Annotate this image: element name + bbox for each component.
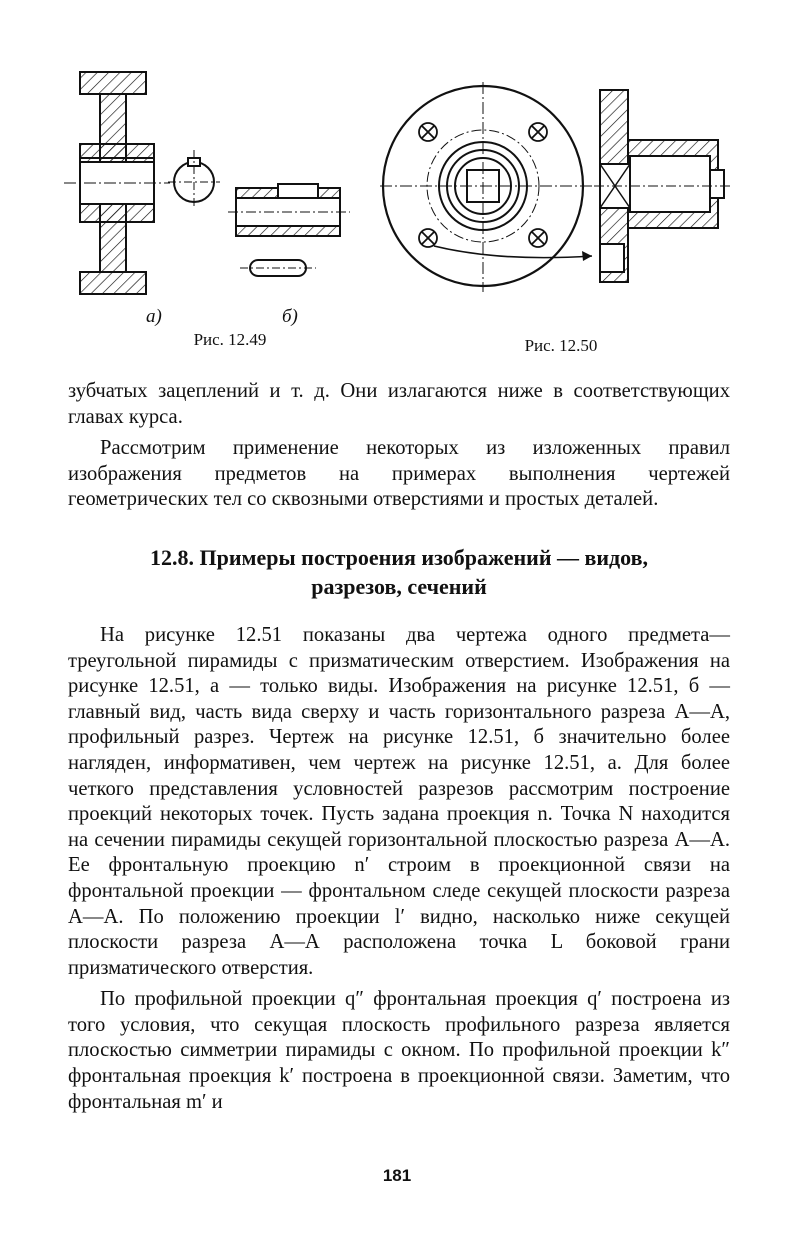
paragraph-1: зубчатых зацеплений и т. д. Они излагаются ниже в соответствующих главах курса. bbox=[68, 380, 730, 428]
figure-label-a: а) bbox=[146, 306, 162, 327]
figure-12-49-shaft-section bbox=[166, 150, 222, 210]
section-heading: 12.8. Примеры построения изображений — видов, разрезов, сечений bbox=[149, 544, 649, 599]
paragraph-2: Рассмотрим применение некоторых из изложенных правил изображения предметов на примерах выполнения чертежей геометрических тел со сквозными отверстиями и простых деталей. bbox=[68, 437, 730, 511]
figure-12-49-a-gear bbox=[62, 62, 172, 308]
figure-12-49-b-shaft bbox=[228, 176, 352, 244]
paragraph-3: На рисунке 12.51 показаны два чертежа одного предмета— треугольной пирамиды с призматическим отверстием. Изображения на рисунке 12.51, а — только виды. Изображения на рисунке 12.51, б — главный вид, часть вида сверху и часть горизонтального разреза А—А, профильный разрез. Чертеж на рисунке 12.51, б значительно более нагляден, информативен, чем чертеж на рисунке 12.51, а. Для более четкого представления условностей разрезов рассмотрим построение проекций некоторых точек. Пусть задана проекция n. Точка N находится на сечении пирамиды секущей горизонтальной плоскостью разреза А—А. Ее фронтальную проекцию n′ строим в проекционной связи на фронтальной проекции — фронтальном следе секущей плоскости разреза А—А. По положению проекции l′ видно, насколько ниже секущей плоскости разреза А—А расположена точка L боковой грани призматического отверстия. bbox=[68, 623, 730, 979]
page-number: 181 bbox=[382, 1166, 412, 1185]
figure-12-50-flange-view bbox=[380, 82, 598, 292]
figure-12-50-flange-section bbox=[594, 86, 734, 286]
figure-label-b: б) bbox=[282, 306, 298, 327]
paragraph-4: По профильной проекции q″ фронтальная проекция q′ построена из того условия, что секущая плоскость профильного разреза является плоскостью симметрии пирамиды с окном. По профильной проекции k″ фронтальная проекция k′ построена в проекционной связи. Заметим, что фронтальная m′ и bbox=[68, 988, 730, 1113]
figure-12-50-caption: Рис. 12.50 bbox=[524, 336, 598, 355]
figure-12-49-b-key bbox=[240, 254, 316, 282]
body-text bbox=[68, 379, 730, 1115]
figure-12-49-caption: Рис. 12.49 bbox=[193, 330, 267, 349]
